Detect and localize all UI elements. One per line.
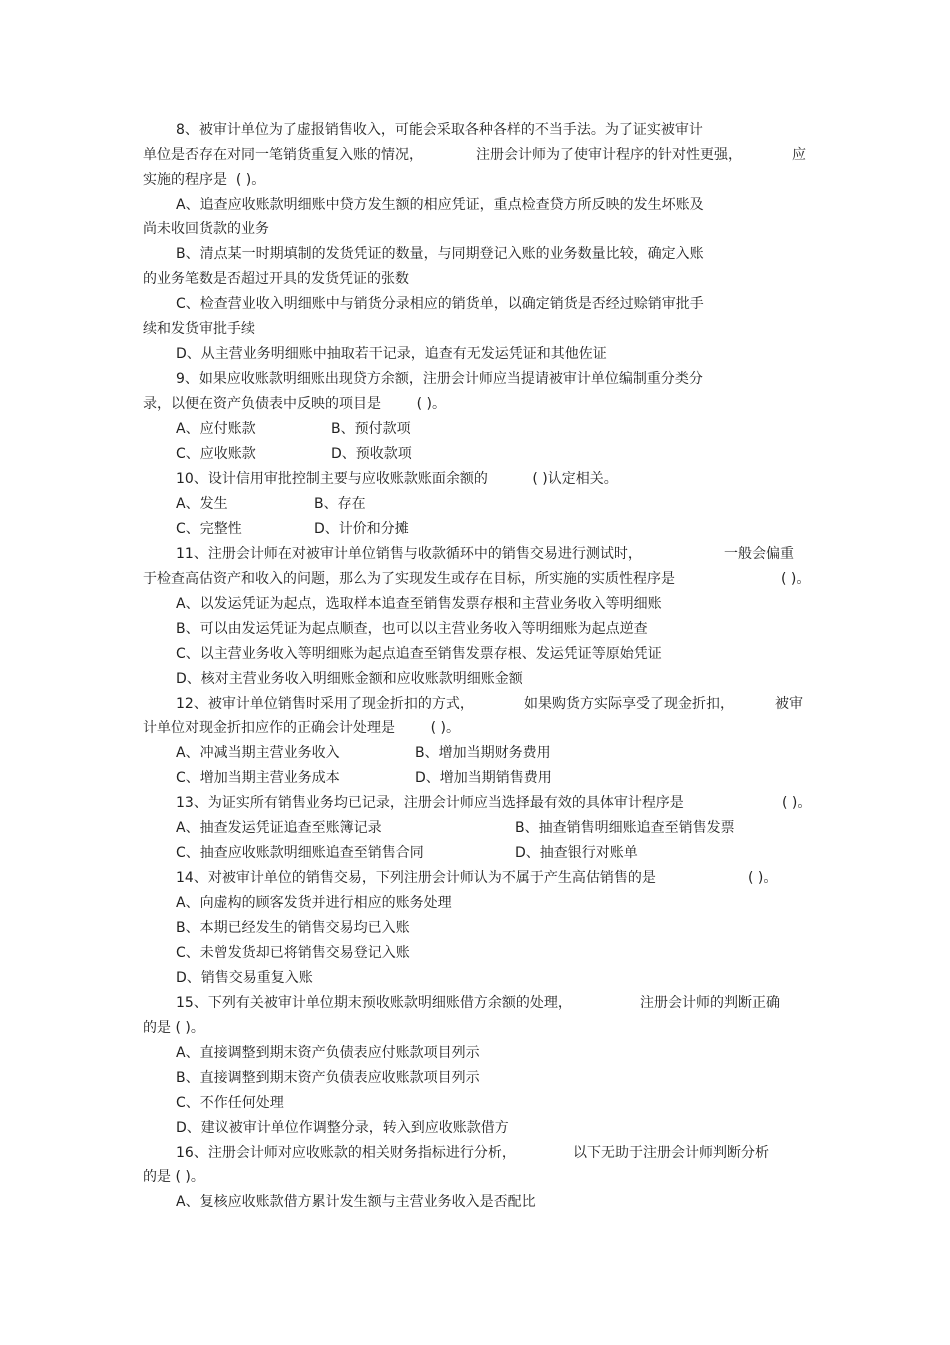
q15-option-b: B、直接调整到期末资产负债表应收账款项目列示 bbox=[176, 1070, 480, 1086]
q9-stem-line1: 9、如果应收账款明细账出现贷方余额，注册会计师应当提请被审计单位编制重分类分 bbox=[176, 371, 703, 387]
q11-stem-line1b: 一般会偏重 bbox=[724, 546, 794, 562]
q15-stem-line1a: 15、下列有关被审计单位期末预收账款明细账借方余额的处理， bbox=[176, 995, 572, 1011]
q15-stem-line2: 的是 ( )。 bbox=[143, 1020, 205, 1036]
q15-option-a: A、直接调整到期末资产负债表应付账款项目列示 bbox=[176, 1045, 480, 1061]
q9-stem-line2: 录，以便在资产负债表中反映的项目是 ( )。 bbox=[143, 396, 446, 412]
q13-stem-b: ( )。 bbox=[782, 795, 812, 811]
q15-stem-line1b: 注册会计师的判断正确 bbox=[640, 995, 780, 1011]
q12-option-d: D、增加当期销售费用 bbox=[415, 770, 552, 786]
q9-option-b: B、预付款项 bbox=[331, 421, 411, 437]
q10-option-a: A、发生 bbox=[176, 496, 228, 512]
q15-option-c: C、不作任何处理 bbox=[176, 1095, 284, 1111]
q13-option-c: C、抽查应收账款明细账追查至销售合同 bbox=[176, 845, 424, 861]
q8-stem-line3: 实施的程序是 ( )。 bbox=[143, 172, 266, 188]
q8-option-c-line2: 续和发货审批手续 bbox=[143, 321, 255, 337]
q10-option-d: D、计价和分摊 bbox=[314, 521, 409, 537]
q12-option-b: B、增加当期财务费用 bbox=[415, 745, 551, 761]
q8-option-b-line2: 的业务笔数是否超过开具的发货凭证的张数 bbox=[143, 271, 409, 287]
q14-option-d: D、销售交易重复入账 bbox=[176, 970, 313, 986]
q16-stem-line1a: 16、注册会计师对应收账款的相关财务指标进行分析， bbox=[176, 1145, 516, 1161]
q11-option-d: D、核对主营业务收入明细账金额和应收账款明细账金额 bbox=[176, 671, 523, 687]
q11-option-c: C、以主营业务收入等明细账为起点追查至销售发票存根、发运凭证等原始凭证 bbox=[176, 646, 662, 662]
q14-option-c: C、未曾发货却已将销售交易登记入账 bbox=[176, 945, 410, 961]
q16-stem-line1b: 以下无助于注册会计师判断分析 bbox=[573, 1145, 769, 1161]
q12-option-c: C、增加当期主营业务成本 bbox=[176, 770, 340, 786]
q11-option-b: B、可以由发运凭证为起点顺查，也可以以主营业务收入等明细账为起点逆查 bbox=[176, 621, 648, 637]
q10-option-c: C、完整性 bbox=[176, 521, 242, 537]
q8-option-a-line1: A、追查应收账款明细账中贷方发生额的相应凭证，重点检查贷方所反映的发生坏账及 bbox=[176, 197, 704, 213]
q8-option-c-line1: C、检查营业收入明细账中与销货分录相应的销货单，以确定销货是否经过赊销审批手 bbox=[176, 296, 704, 312]
q13-stem-a: 13、为证实所有销售业务均已记录，注册会计师应当选择最有效的具体审计程序是 bbox=[176, 795, 684, 811]
q13-option-b: B、抽查销售明细账追查至销售发票 bbox=[515, 820, 735, 836]
q8-option-b-line1: B、清点某一时期填制的发货凭证的数量，与同期登记入账的业务数量比较，确定入账 bbox=[176, 246, 704, 262]
q9-option-c: C、应收账款 bbox=[176, 446, 256, 462]
q8-option-a-line2: 尚未收回货款的业务 bbox=[143, 221, 269, 237]
q15-option-d: D、建议被审计单位作调整分录，转入到应收账款借方 bbox=[176, 1120, 509, 1136]
q8-stem-line2a: 单位是否存在对同一笔销货重复入账的情况， bbox=[143, 147, 423, 163]
q16-option-a: A、复核应收账款借方累计发生额与主营业务收入是否配比 bbox=[176, 1194, 536, 1210]
q11-stem-line2b: ( )。 bbox=[781, 571, 811, 587]
q12-stem-line1b: 如果购货方实际享受了现金折扣， bbox=[524, 696, 734, 712]
q12-stem-line1a: 12、被审计单位销售时采用了现金折扣的方式， bbox=[176, 696, 474, 712]
q10-stem: 10、设计信用审批控制主要与应收账款账面余额的 ( )认定相关。 bbox=[176, 471, 618, 487]
q10-option-b: B、存在 bbox=[314, 496, 366, 512]
q12-stem-line2: 计单位对现金折扣应作的正确会计处理是 ( )。 bbox=[143, 720, 460, 736]
q8-option-d: D、从主营业务明细账中抽取若干记录，追查有无发运凭证和其他佐证 bbox=[176, 346, 607, 362]
q11-option-a: A、以发运凭证为起点，选取样本追查至销售发票存根和主营业务收入等明细账 bbox=[176, 596, 662, 612]
q8-stem-line1: 8、被审计单位为了虚报销售收入，可能会采取各种各样的不当手法。为了证实被审计 bbox=[176, 122, 703, 138]
q8-stem-line2c: 应 bbox=[792, 147, 806, 163]
q8-stem-line2b: 注册会计师为了使审计程序的针对性更强， bbox=[476, 147, 742, 163]
q12-stem-line1c: 被审 bbox=[775, 696, 803, 712]
q14-stem-a: 14、对被审计单位的销售交易，下列注册会计师认为不属于产生高估销售的是 bbox=[176, 870, 656, 886]
q11-stem-line2a: 于检查高估资产和收入的问题，那么为了实现发生或存在目标，所实施的实质性程序是 bbox=[143, 571, 675, 587]
q14-option-b: B、本期已经发生的销售交易均已入账 bbox=[176, 920, 410, 936]
q12-option-a: A、冲减当期主营业务收入 bbox=[176, 745, 340, 761]
q9-option-a: A、应付账款 bbox=[176, 421, 256, 437]
q9-option-d: D、预收款项 bbox=[331, 446, 412, 462]
q16-stem-line2: 的是 ( )。 bbox=[143, 1169, 205, 1185]
q11-stem-line1a: 11、注册会计师在对被审计单位销售与收款循环中的销售交易进行测试时， bbox=[176, 546, 642, 562]
q14-stem-b: ( )。 bbox=[748, 870, 778, 886]
q13-option-d: D、抽查银行对账单 bbox=[515, 845, 638, 861]
q14-option-a: A、向虚构的顾客发货并进行相应的账务处理 bbox=[176, 895, 452, 911]
q13-option-a: A、抽查发运凭证追查至账簿记录 bbox=[176, 820, 382, 836]
